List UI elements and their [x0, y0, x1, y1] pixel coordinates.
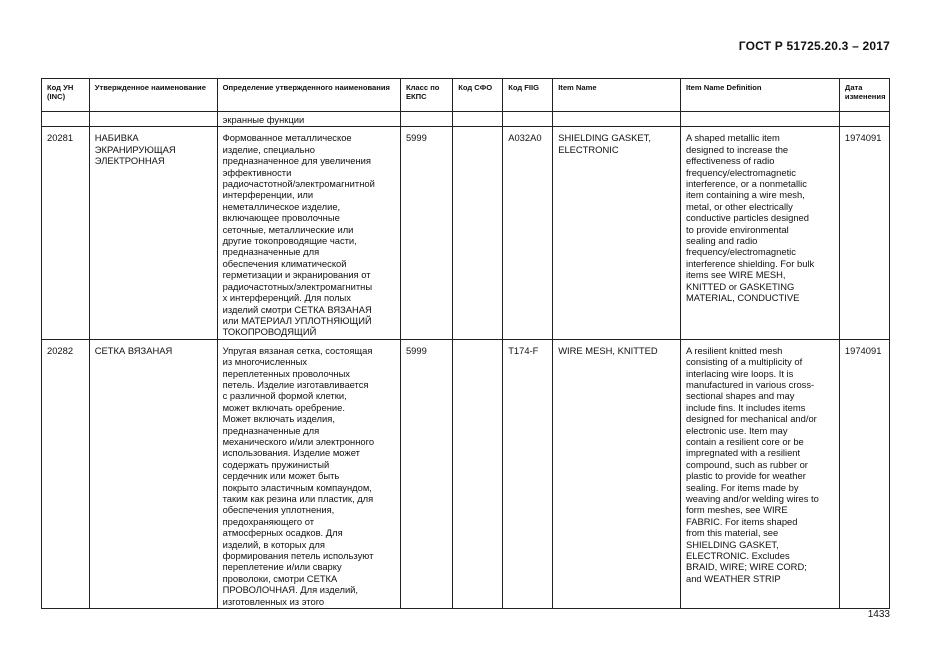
cell-sfo — [453, 339, 503, 608]
cell-date: 1974091 — [839, 339, 889, 608]
header-code: Код УН (INC) — [42, 79, 90, 112]
cell-definition: Упругая вязаная сетка, состоящая из многочисленных переплетенных проволочных петель. Изделие изготавливается с различной формой клетки, может включать оребрение. Может включать изделия, предназначенные для механического и/или электронного использования. Изделие может содержать пружинистый сердечник или может быть покрыто эластичным компаундом, таким как резина или пластик, для обеспечения уплотнения, предохраняющего от атмосферных осадков. Для изделий, в которых для формирования петель используют переплетение и/или сварку проволоки, смотри СЕТКА ПРОВОЛОЧНАЯ. Для изделий, изготовленных из этого — [217, 339, 400, 608]
cell-item-name — [553, 112, 681, 127]
cell-date — [839, 112, 889, 127]
cell-code — [42, 112, 90, 127]
table-row — [42, 339, 890, 608]
cell-fiig — [503, 112, 553, 127]
table-header-row — [42, 79, 890, 112]
cell-definition: Формованное металлическое изделие, специально предназначенное для увеличения эффективности радиочастотной/электромагнитной интерференции, или неметаллическое изделие, включающее проволочные сеточные, металлические или другие токопроводящие части, предназначенные для обеспечения климатической герметизации и экранирования от радиочастотных/электромагнитны х интерференций. Для полых изделий смотри СЕТКА ВЯЗАНАЯ или МАТЕРИАЛ УПЛОТНЯЮЩИЙ ТОКОПРОВОДЯЩИЙ — [217, 127, 400, 339]
cell-item-name: SHIELDING GASKET, ELECTRONIC — [553, 127, 681, 339]
header-date: Дата изменения — [839, 79, 889, 112]
cell-name: НАБИВКА ЭКРАНИРУЮЩАЯ ЭЛЕКТРОННАЯ — [89, 127, 217, 339]
cell-name: СЕТКА ВЯЗАНАЯ — [89, 339, 217, 608]
cell-fiig: T174-F — [503, 339, 553, 608]
header-item-definition: Item Name Definition — [680, 79, 839, 112]
cell-item-definition — [680, 112, 839, 127]
cell-sfo — [453, 127, 503, 339]
page-number: 1433 — [867, 609, 890, 620]
cell-date: 1974091 — [839, 127, 889, 339]
cell-item-definition: A shaped metallic item designed to increase the effectiveness of radio frequency/electromagnetic interference, or a nonmetallic item containing a wire mesh, metal, or other electrically conductive particles designed to provide environmental sealing and radio frequency/electromagnetic interference shielding. For bulk items see WIRE MESH, KNITTED or GASKETING MATERIAL, CONDUCTIVE — [680, 127, 839, 339]
cell-ekps: 5999 — [400, 339, 452, 608]
header-item-name: Item Name — [553, 79, 681, 112]
header-name: Утвержденное наименование — [89, 79, 217, 112]
header-ekps: Класс по ЕКПС — [400, 79, 452, 112]
item-name-table — [41, 78, 890, 609]
cell-definition: экранные функции — [217, 112, 400, 127]
table-row-continuation — [42, 112, 890, 127]
cell-sfo — [453, 112, 503, 127]
cell-name — [89, 112, 217, 127]
cell-fiig: A032A0 — [503, 127, 553, 339]
header-definition: Определение утвержденного наименования — [217, 79, 400, 112]
table-row — [42, 127, 890, 339]
cell-item-name: WIRE MESH, KNITTED — [553, 339, 681, 608]
cell-ekps: 5999 — [400, 127, 452, 339]
cell-item-definition: A resilient knitted mesh consisting of a multiplicity of interlacing wire loops. It is manufactured in various cross- sectional shapes and may include fins. It includes items designed for mechanical and/or electronic use. Item may contain a resilient core or be impregnated with a resilient compound, such as rubber or plastic to provide for weather sealing. For items made by weaving and/or welding wires to form meshes, see WIRE FABRIC. For items shaped from this material, see SHIELDING GASKET, ELECTRONIC. Excludes BRAID, WIRE; WIRE CORD; and WEATHER STRIP — [680, 339, 839, 608]
cell-code: 20281 — [42, 127, 90, 339]
document-title: ГОСТ Р 51725.20.3 – 2017 — [738, 39, 890, 53]
cell-code: 20282 — [42, 339, 90, 608]
header-sfo: Код СФО — [453, 79, 503, 112]
header-fiig: Код FIIG — [503, 79, 553, 112]
cell-ekps — [400, 112, 452, 127]
